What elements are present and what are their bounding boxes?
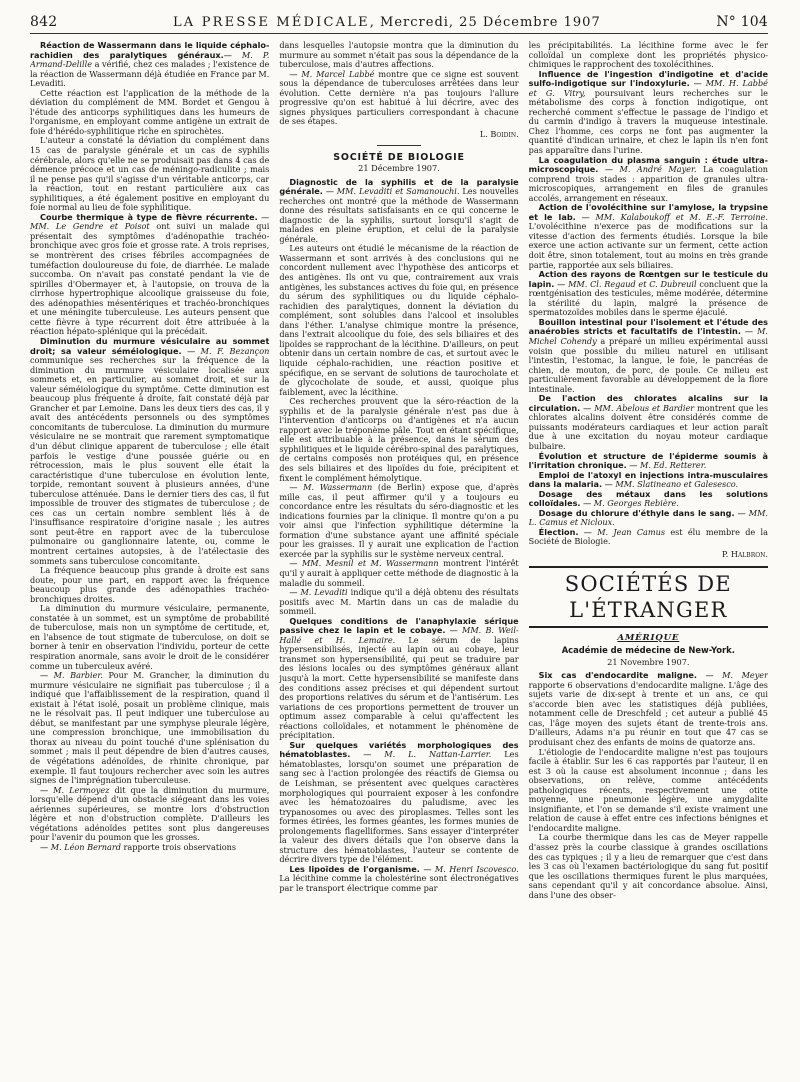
article-entry (30, 213, 269, 337)
article-entry (279, 178, 518, 245)
article-title: Bouillon intestinal pour l'isolement et l'étude des anaérobies stricts et facultatifs de l'intestin. (528, 316, 768, 337)
academy-date: 21 Novembre 1907. (607, 656, 690, 667)
article-title: La coagulation du plasma sanguin : étude ultra-microscopique. (528, 154, 768, 175)
article-title: Diagnostic de la syphilis et de la paralysie générale. (279, 176, 519, 197)
article-author: — MM. Abelous et Bardier (580, 402, 695, 413)
section-title: SOCIÉTÉ DE BIOLOGIE (333, 152, 465, 164)
article-text: indique qu'il a déjà obtenu des résultats positifs avec M. Martin dans un cas de maladie du sommeil. (279, 587, 519, 617)
article-author: — M. Ed. Retterer. (626, 460, 707, 471)
article-text: Les nouvelles recherches ont montré que la méthode de Wassermann donne des résultats satisfaisants en ce qui concerne le diagnostic de la syphilis, surtout lorsqu'il s'agit de malades en pleine éruption, et celui de la paralysie générale. (279, 186, 519, 244)
journal-title: LA PRESSE MÉDICALE (172, 15, 370, 30)
article-text: rapporte trois observations (120, 841, 237, 852)
paragraph: les précipitabilités. La lécithine forme avec le fer colloïdal un complexe dont les propriétés physico-chimiques le rapprochent des toxolécithines. (528, 41, 768, 70)
article-title: Action des rayons de Rœntgen sur le testicule du lapin. (528, 269, 768, 289)
academy-title: Académie de médecine de New-York. (561, 645, 735, 656)
paragraph: Ces recherches prouvent que la séro-réaction de la syphilis et de la paralysie générale n'est pas due à l'intervention d'anticorps ou d'antigènes et n'a aucun rapport avec le tréponème pâle. Tout en étant spécifique, elle est attribuable à la présence, dans le sérum des syphilitiques et le liquide cérébro-spinal des paralytiques, de certains composés non protéiques qui, en présence des sels biliaires et des lipoïdes du foie, précipitent et fixent le complément hémolytique. (279, 396, 519, 483)
article-entry (279, 865, 518, 894)
article-entry (529, 70, 768, 156)
page-header (30, 14, 768, 34)
article-author: — M. P. Armand-Delille (30, 49, 270, 70)
article-entry (529, 394, 768, 451)
article-title: Sur quelques variétés morphologiques des hématoblastes. (279, 739, 519, 760)
article-entry (30, 337, 269, 566)
article-author: — M. Léon Bernard (40, 841, 121, 852)
issue-number: N° 104 (716, 14, 768, 30)
article-author: — MM. Cl. Regaud et C. Dubreuil (554, 278, 697, 289)
article-author: — M. Henri Iscovesco. (419, 863, 519, 874)
article-title: Diminution du murmure vésiculaire au sommet droit; sa valeur séméiologique. (30, 335, 270, 356)
article-entry (30, 786, 269, 843)
article-entry (279, 588, 518, 617)
article-text: dit que la diminution du murmure, lorsqu'elle dépend d'un obstacle siégeant dans les voies aériennes supérieures, se montre lors d'obstruction légère et non d'obstruction complète. D'ailleurs les végétations adénoïdes petites sont plus dangereuses pour l'avenir du poumon que les grosses. (30, 784, 270, 843)
article-author: — MM. H. Labbé et G. Vitry, (528, 78, 768, 98)
paragraph: Les auteurs ont étudié le mécanisme de la réaction de Wassermann et sont arrivés à des conclusions qui ne concordent nullement avec l'hypothèse des anticorps et des antigènes. Ils ont vu que, contrairement aux vrais antigènes, les substances actives du foie qui, en présence du sérum des syphilitiques ou du liquide céphalo-rachidien des paralytiques, donnent la déviation du complément, sont solubles dans l'alcool et insolubles dans l'éther. L'analyse chimique montre la présence, dans l'extrait alcoolique du foie, des sels biliaires et des lipoïdes se rapprochant de la lécithine. D'ailleurs, on peut obtenir dans un certain nombre de cas, et surtout avec le liquide céphalo-rachidien, une réaction positive et spécifique, en se servant de solutions de taurocholate et de glycocholate de soude, et aussi, quoique plus faiblement, avec la lécithine. (279, 243, 519, 397)
running-title: LA PRESSE MÉDICALE, Mercredi, 25 Décembre 1907 (172, 15, 601, 30)
article-author: — M. Michel Cohendy (528, 326, 768, 346)
article-entry (279, 483, 518, 559)
article-entry (30, 41, 269, 89)
article-entry (279, 70, 518, 127)
article-author: — MM. B. Weil-Hallé et H. Lemaire. (279, 625, 519, 645)
column-1 (30, 41, 269, 1076)
article-entry (30, 671, 269, 786)
article-text: a préparé un milieu expérimental aussi voisin que possible du milieu naturel en utilisant l'intestin, l'estomac, la langue, le foie, le pancréas de chien, de mouton, de porc, de poule. Ce milieu est particulièrement favorable au développement de la flore intestinale. (528, 335, 768, 394)
article-author: — MM. Kalaboukoff et M. E.-F. Terroine. (575, 211, 768, 222)
article-text: rapporte 6 observations d'endocardite maligne. L'âge des sujets varie de dix-sept à trente et un ans, ce qui s'accorde bien avec les statistiques déjà publiées, notamment celle de Dreschfeld ; cet auteur a publié 45 cas, l'âge moyen des sujets étant de trente-trois ans. D'ailleurs, Adams n'a pu réunir en tout que 47 cas se produisant chez des enfants de moins de quatorze ans. (528, 679, 768, 747)
article-entry (529, 452, 768, 471)
article-text: concluent que la rœntgénisation des testicules, même modérée, détermine la stérilité du lapin, malgré la présence de spermatozoïdes mobiles dans le sperme éjaculé. (528, 278, 768, 318)
article-author: — M. Jean Camus (578, 526, 666, 537)
article-text: (de Berlin) expose que, d'après mille cas, il peut affirmer qu'il y a toujours eu concordance entre les résultats du séro-diagnostic et les indications fournies par la clinique. Il montre qu'on a pu voir ainsi que l'infection syphilitique détermine la formation d'une substance ayant une affinité spéciale pour les graisses. Il y aurait une explication de l'action exercée par la syphilis sur le système nerveux central. (279, 482, 519, 559)
article-author: — MM. L. Camus et Nicloux. (528, 507, 768, 528)
paragraph: La diminution du murmure vésiculaire, permanente, constatée à un sommet, est un symptôme de probabilité de tuberculose, mais non un symptôme de certitude, et, en l'absence de tout stigmate de tuberculose, on doit se borner à tenir en observation l'individu, porteur de cette respiration anormale, sans avoir le droit de le considérer comme un tuberculeux avéré. (30, 603, 270, 671)
article-title: Les lipoïdes de l'organisme. (289, 863, 420, 874)
article-entry (529, 471, 768, 490)
section-rule (377, 145, 421, 146)
paragraph: L'auteur a constaté la déviation du complément dans 15 cas de paralysie générale et un cas de syphilis cérébrale, alors qu'elle ne se produisait pas dans 4 cas de démence précoce et un cas de méningo-radiculite ; mais il ne pense pas qu'il s'agisse d'un véritable anticorps, car la réaction, tout en restant particulière aux cas syphilitiques, a été également positive en employant du foie normal au lieu de foie syphilitique. (30, 135, 270, 213)
article-author: — M. Meyer (696, 670, 768, 681)
signature: L. Boidin. (479, 128, 519, 139)
article-text: montre que ce signe est souvent sous la dépendance de tuberculoses arrêtées dans leur évolution. Cette dernière n'a pas toujours l'allure progressive qu'on est habitué à lui décrire, avec des signes physiques particuliers correspondant à chacune de ses étapes. (279, 68, 519, 127)
page-number: 842 (30, 14, 58, 30)
article-entry (529, 528, 768, 547)
article-entry (279, 617, 518, 741)
article-title: Action de l'ovolécithine sur l'amylose, la trypsine et le lab. (528, 202, 768, 222)
paragraph: L'étiologie de l'endocardite maligne n'est pas toujours facile à établir. Sur les 6 cas rapportés par l'auteur, il en est 3 où la cause est absolument inconnue ; dans les observations, on relève, comme antécédents pathologiques récents, respectivement une otite moyenne, une pneumonie légère, une amygdalite insignifiante, et l'on se demande s'il existe vraiment une relation de cause à effet entre ces infections bénignes et l'endocardite maligne. (528, 746, 768, 833)
section-rule (529, 566, 768, 568)
article-author: — M. Wassermann (289, 482, 373, 493)
article-entry (30, 843, 269, 853)
article-text: est élu membre de la Société de Biologie. (528, 526, 768, 547)
article-title: Courbe thermique à type de fièvre récurrente. (40, 211, 258, 222)
article-author: — MM. Mesnil et M. Wassermann (289, 558, 439, 569)
article-title: Dosage du chlorure d'éthyle dans le sang. (538, 507, 735, 518)
article-author: — M. Georges Rebière. (580, 498, 679, 509)
paragraph: dans lesquelles l'autopsie montra que la diminution du murmure au sommet n'était pas sous la dépendance de la tuberculose, mais d'autres affections. (279, 41, 519, 70)
article-author: — M. Lermoyez (40, 784, 110, 795)
article-author: — M. Levaditi (289, 587, 348, 598)
columns (30, 41, 768, 1076)
article-author: — M. F. Bezançon (181, 345, 270, 356)
article-text: Pour M. Grancher, la diminution du murmure vésiculaire ne signifiait pas tuberculose ; il a indiqué que l'affaiblissement de la respiration, quand il existait à l'état isolé, posait un problème clinique, mais ne le résolvait pas. Il peut indiquer une tuberculose au début, se manifestant par une symphyse pleurale légère, une compression bronchique, une immobilisation du thorax au niveau du point touché d'une splénisation du sommet ; mais il peut dépendre de bien d'autres causes, de végétations adénoïdes, de rhinite chronique, par exemple. Il faut toujours rechercher avec soin les autres signes de l'imprégnation tuberculeuse. (30, 670, 270, 786)
article-author: — M. L. Nattan-Larrier. (350, 749, 492, 760)
article-text: communique ses recherches sur la fréquence de la diminution du murmure vésiculaire localisée aux sommets et, en particulier, au sommet droit, et sur la valeur séméiologique du symptôme. Cette diminution est beaucoup plus fréquente à droite, fait constaté déjà par Grancher et par Lemoine. Dans les deux tiers des cas, il y avait des antécédents personnels ou des symptômes concomitants de tuberculose. La diminution du murmure vésiculaire ne se montrait que rarement symptomatique d'un début clinique apparent de tuberculose ; elle était parfois le vestige d'une poussée guérie ou en rétrocession, mais le plus souvent elle était la caractéristique d'une tuberculose en évolution lente, torpide, remontant souvent à plusieurs années, d'une tuberculose atténuée. Dans le dernier tiers des cas, il fut impossible de trouver des stigmates de tuberculose ; de ces cas un certain nombre semblent liés à de l'insuffisance respiratoire d'origine nasale ; les autres sont peut-être en rapport avec de la tuberculose pulmonaire ou ganglionnaire latente, ou, comme le montrent certaines autopsies, à de l'atélectasie des sommets sans tuberculose concomitante. (30, 355, 270, 566)
column-2 (279, 41, 518, 1076)
article-author: — MM. Le Gendre et Poisot (30, 211, 270, 232)
article-text: poursuivant leurs recherches sur le métabolisme des corps à fonction indigotique, ont recherché comment s'effectue le passage de l'indigo et du carmin d'indigo à travers la muqueuse intestinale. Chez l'homme, ces corps ne font pas augmenter la quantité d'indican urinaire, et chez le lapin ils n'en font pas apparaître dans l'urine. (528, 87, 768, 156)
article-title: Quelques conditions de l'anaphylaxie sérique passive chez le lapin et le cobaye. (279, 615, 519, 636)
article-title: Emploi de l'atoxyl en injections intra-musculaires dans la malaria. (528, 469, 768, 490)
paragraph: Cette réaction est l'application de la méthode de la déviation du complément de MM. Bordet et Gengou à l'étude des anticorps syphilitiques dans les humeurs de l'organisme, en employant comme antigène un extrait de foie d'hérédo-syphilitique riche en spirochètes. (30, 87, 270, 136)
article-author: — MM. Slatineano et Galesesco. (602, 479, 739, 490)
section-date: 21 Décembre 1907. (358, 163, 440, 174)
article-title: Dosage des métaux dans les solutions colloïdales. (528, 488, 768, 509)
article-entry (529, 490, 768, 509)
article-text: La coagulation comprend trois stades : apparition de granules ultra-microscopiques, arrangement en files de granules accolés, arrangement en réseaux. (528, 164, 768, 203)
article-title: Six cas d'endocardite maligne. (538, 670, 697, 681)
article-text: ont suivi un malade qui présentait des symptômes d'adénopathie trachéo-bronchique avec gros foie et grosse rate. A trois reprises, se montrèrent des crises fébriles accompagnées de tuméfaction douloureuse du foie, de diarrhée. Le malade succomba. On n'avait pas constaté pendant la vie de spirilles d'Obermayer et, à l'autopsie, on trouva de la cirrhose hypertrophique alcoolique graisseuse du foie, des adénopathies mésentériques et trachéo-bronchiques et une méningite tuberculeuse. Les auteurs pensent que cette fièvre à type récurrent doit être attribuée à la réaction hépato-splénique qui la précédait. (30, 221, 270, 337)
column-3 (529, 41, 768, 1076)
article-text: Les hématoblastes, lorsqu'on soumet une préparation de sang sec à l'action prolongée des réactifs de Giemsa ou de Leishman, se présentent avec quelques caractères morphologiques qui pourraient exposer à les confondre avec les hématozoaires du paludisme, avec les trypanosomes ou avec des piroplasmes. Telles sont les formes étirées, les formes géantes, les formes munies de prolongements flagelliformes. Sans essayer d'interpréter la valeur des divers détails que l'on observe dans la structure des hématoblastes, l'auteur se contente de décrire divers type de l'élément. (279, 749, 519, 865)
article-entry (279, 741, 518, 865)
signature: P. Halbron. (721, 548, 768, 559)
article-text: montrent que les chlorates alcalins doivent être considérés comme de puissants modérateurs cardiaques et leur action paraît due à une excitation du noyau moteur cardiaque bulbaire. (528, 402, 768, 451)
article-text: a vérifié, chez ces malades ; l'existence de la réaction de Wassermann déjà étudiée en France par M. Levaditi. (30, 59, 270, 89)
article-author: — MM. Levaditi et Samanouchi. (322, 186, 460, 197)
article-text: montrent l'intérêt qu'il y aurait à appliquer cette méthode de diagnostic à la maladie du sommeil. (279, 558, 519, 588)
article-entry (529, 318, 768, 394)
article-entry (529, 156, 768, 204)
issue-date: Mercredi, 25 Décembre 1907 (380, 15, 601, 30)
article-text: Le sérum de lapins hypersensibilisés, injecté au lapin ou au cobaye, leur transmet son hypersensibilité, qui peut se traduire par des lésions locales ou des symptômes généraux allant jusqu'à la mort. Cette hypersensibilité se manifeste dans des conditions assez précises et qui dépendent surtout des proportions relatives du sérum et de l'antisérum. Les variations de ces proportions permettent de trouver un optimum assez comparable à celui qu'affectent les réactions colloïdales, et notamment le phénomène de précipitation. (279, 634, 519, 741)
paragraph: La courbe thermique dans les cas de Meyer rappelle d'assez près la courbe classique à grandes oscillations des cas typiques ; il y a lieu de remarquer que c'est dans les 3 cas où l'examen bactériologique du sang fut positif que les oscillations thermiques furent le plus marquées, sans cependant qu'il y ait concordance absolue. Ainsi, dans l'une des obser- (528, 832, 768, 900)
article-title: Élection. (538, 526, 579, 537)
article-author: — M. Marcel Labbé (289, 68, 375, 79)
article-title: Évolution et structure de l'épiderme soumis à l'irritation chronique. (528, 450, 768, 471)
article-text: La lécithine comme la cholestérine sont électronégatives par le transport électrique comme par (279, 873, 519, 894)
article-entry (279, 559, 518, 588)
article-entry (529, 203, 768, 270)
region-title: AMÉRIQUE (617, 632, 680, 643)
article-entry (529, 270, 768, 318)
article-entry (529, 671, 768, 747)
article-entry (529, 509, 768, 528)
article-author: — M. Barbier. (40, 670, 103, 681)
article-text: L'ovolécithine n'exerce pas de modifications sur la vitesse d'action des ferments étudiés. Lorsque la bile exerce une action activante sur un ferment, cette action doit être, sinon totalement, tout au moins en très grande partie, rapportée aux sels biliaires. (528, 221, 768, 270)
article-title: Réaction de Wassermann dans le liquide céphalo-rachidien des paralytiques généraux. (30, 41, 270, 60)
foreign-societies-title: SOCIÉTÉS DE L'ÉTRANGER (529, 571, 768, 628)
article-author: — M. André Mayer. (598, 164, 697, 175)
article-title: De l'action des chlorates alcalins sur la circulation. (528, 393, 768, 413)
article-title: Influence de l'ingestion d'indigotine et d'acide sulfo-indigotique sur l'indoxylurie. (528, 68, 768, 89)
paragraph: La fréquence beaucoup plus grande à droite est sans doute, pour une part, en rapport avec la fréquence beaucoup plus grande des adénopathies trachéo-bronchiques droites. (30, 565, 270, 604)
